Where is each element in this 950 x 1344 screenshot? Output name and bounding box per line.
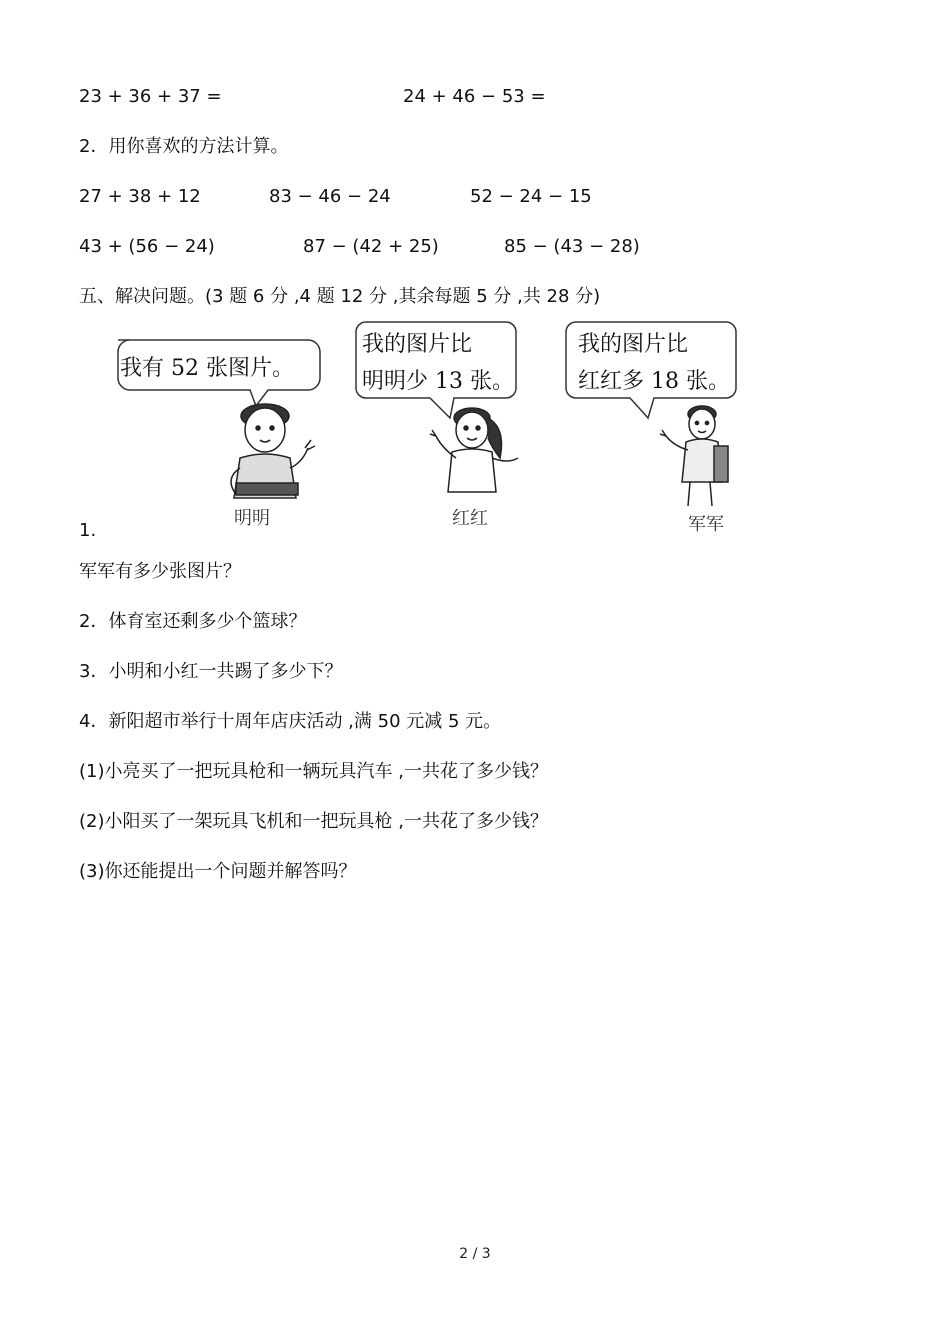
question-4-sub-2: (2)小阳买了一架玩具飞机和一把玩具枪 ,一共花了多少钱？ xyxy=(79,811,548,832)
junjun-bubble-text-line1: 我的图片比 xyxy=(578,332,689,357)
junjun-bubble-text-line2: 红红多 18 张。 xyxy=(578,369,730,394)
children-illustration xyxy=(100,318,760,538)
calc-expression: 52 − 24 − 15 xyxy=(470,186,592,207)
honghong-girl-figure xyxy=(430,408,518,492)
calc-expression: 85 − (43 − 28) xyxy=(504,236,640,257)
calc-expression: 23 + 36 + 37 = xyxy=(79,86,222,107)
honghong-bubble-text-line2: 明明少 13 张。 xyxy=(362,369,514,394)
question-1-text: 军军有多少张图片？ xyxy=(79,561,241,582)
honghong-speech-bubble xyxy=(356,322,516,418)
page-number: 2 / 3 xyxy=(459,1246,491,1262)
honghong-bubble-text-line1: 我的图片比 xyxy=(362,332,473,357)
junjun-name: 军军 xyxy=(688,514,724,535)
honghong-name: 红红 xyxy=(452,508,488,529)
question-2-title: 2．用你喜欢的方法计算。 xyxy=(79,136,289,157)
question-1-number: 1. xyxy=(79,520,97,541)
mingming-bubble-text: 我有 52 张图片。 xyxy=(120,356,294,381)
illustration xyxy=(100,318,760,538)
calc-expression: 43 + (56 − 24) xyxy=(79,236,215,257)
question-2-text: 2．体育室还剩多少个篮球？ xyxy=(79,611,307,632)
calc-expression: 24 + 46 − 53 = xyxy=(403,86,546,107)
mingming-boy-figure xyxy=(231,404,315,498)
junjun-boy-figure xyxy=(660,406,728,506)
calc-expression: 87 − (42 + 25) xyxy=(303,236,439,257)
question-4-sub-3: (3)你还能提出一个问题并解答吗？ xyxy=(79,861,357,882)
mingming-name: 明明 xyxy=(234,508,270,529)
question-3-text: 3．小明和小红一共踢了多少下？ xyxy=(79,661,343,682)
question-4-sub-1: (1)小亮买了一把玩具枪和一辆玩具汽车 ,一共花了多少钱？ xyxy=(79,761,548,782)
calc-expression: 27 + 38 + 12 xyxy=(79,186,201,207)
calc-expression: 83 − 46 − 24 xyxy=(269,186,391,207)
section-5-title: 五、解决问题。(3 题 6 分 ,4 题 12 分 ,其余每题 5 分 ,共 28 分) xyxy=(79,286,601,307)
mingming-speech-bubble xyxy=(118,340,320,406)
junjun-speech-bubble xyxy=(566,322,736,418)
question-4-text: 4．新阳超市举行十周年店庆活动 ,满 50 元减 5 元。 xyxy=(79,711,502,732)
